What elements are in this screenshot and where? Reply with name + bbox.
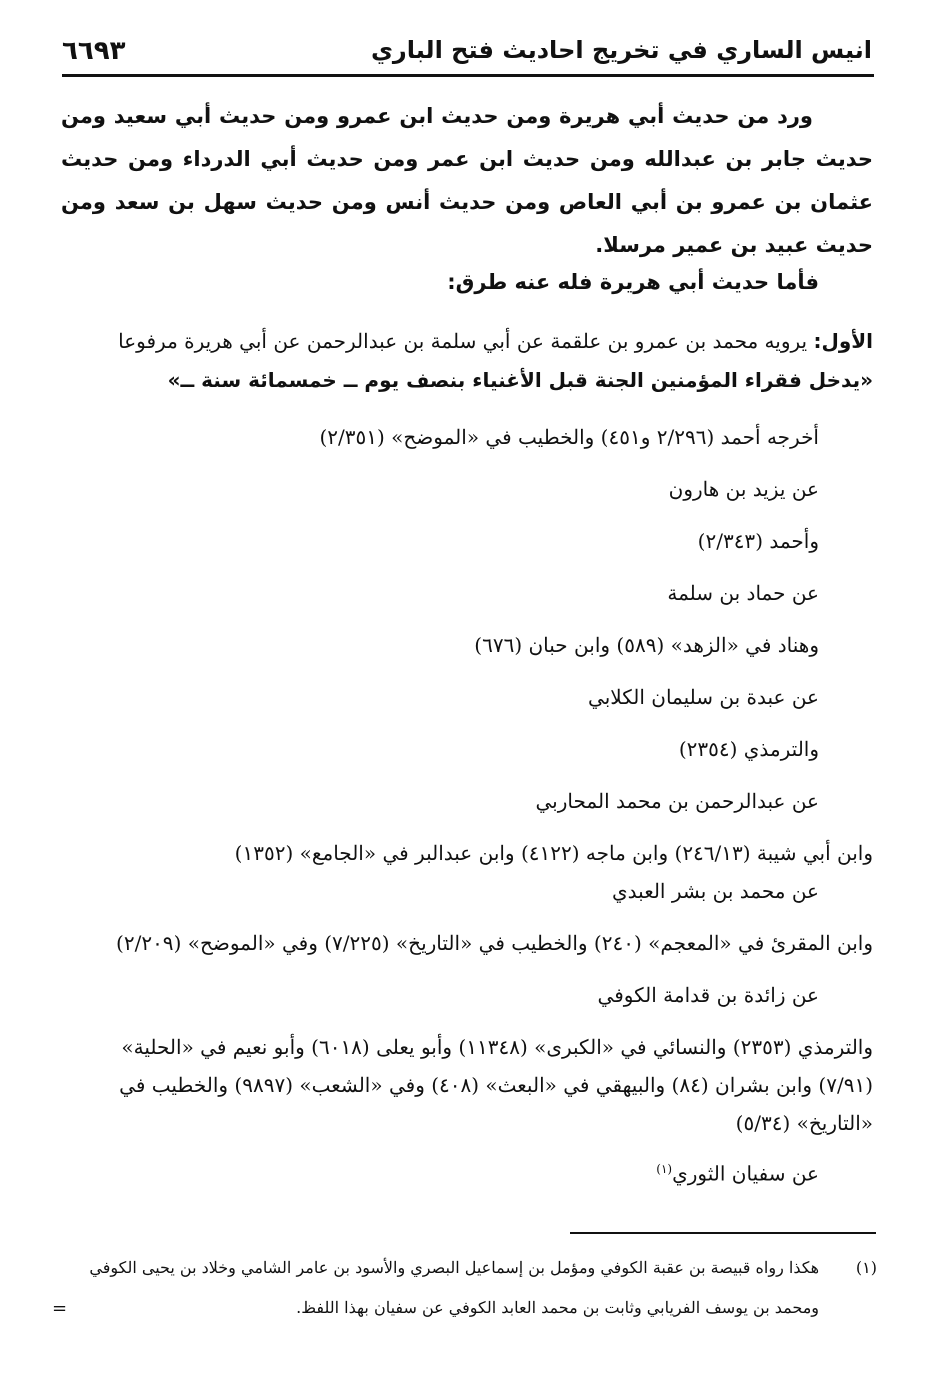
hadith-quote: «يدخل فقراء المؤمنين الجنة قبل الأغنياء بنصف يوم ــ خمسمائة سنة ــ» bbox=[167, 368, 873, 392]
takhrij-line: أخرجه أحمد (٢/٢٩٦ و٤٥١) والخطيب في «الموضح» (٢/٣٥١) bbox=[319, 425, 819, 449]
takhrij-line: عن يزيد بن هارون bbox=[668, 477, 819, 501]
takhrij-line: وابن المقرئ في «المعجم» (٢٤٠) والخطيب في «التاريخ» (٧/٢٢٥) وفي «الموضح» (٢/٢٠٩) bbox=[116, 931, 873, 955]
takhrij-line: عن عبدالرحمن بن محمد المحاربي bbox=[535, 789, 819, 813]
takhrij-line: وابن أبي شيبة (٢٤٦/١٣) وابن ماجه (٤١٢٢) وابن عبدالبر في «الجامع» (١٣٥٢) bbox=[234, 841, 873, 865]
header-rule bbox=[62, 74, 874, 77]
takhrij-line: عن محمد بن بشر العبدي bbox=[612, 879, 819, 903]
takhrij-line: عن عبدة بن سليمان الكلابي bbox=[588, 685, 819, 709]
footnote-rule bbox=[570, 1232, 876, 1234]
takhrij-line: وأحمد (٢/٣٤٣) bbox=[697, 529, 819, 553]
first-route-label: الأول: bbox=[813, 329, 873, 353]
takhrij-line: عن زائدة بن قدامة الكوفي bbox=[597, 983, 819, 1007]
footnote-text: هكذا رواه قبيصة بن عقبة الكوفي ومؤمل بن إسماعيل البصري والأسود بن عامر الشامي وخلاد بن يحيى الكوفي ومحمد بن يوسف الفريابي وثابت بن محمد العابد الكوفي عن سفيان بهذا اللفظ. bbox=[89, 1258, 819, 1317]
intro-paragraph bbox=[61, 95, 873, 267]
section-heading: فأما حديث أبي هريرة فله عنه طرق: bbox=[447, 270, 819, 294]
first-route-paragraph bbox=[61, 322, 873, 400]
takhrij-line: والترمذي (٢٣٥٤) bbox=[678, 737, 819, 761]
takhrij-line: عن حماد بن سلمة bbox=[667, 581, 819, 605]
book-title: انيس الساري في تخريج احاديث فتح الباري bbox=[370, 36, 872, 64]
takhrij-line bbox=[61, 1150, 819, 1202]
continuation-mark: = bbox=[52, 1298, 68, 1319]
takhrij-list bbox=[61, 418, 873, 1202]
running-header bbox=[62, 34, 872, 74]
takhrij-line: والترمذي (٢٣٥٣) والنسائي في «الكبرى» (١١٣٤٨) وأبو يعلى (٦٠١٨) وأبو نعيم في «الحلية» (٧/٩١) وابن بشران (٨٤) والبيهقي في «البعث» (٤٠٨) وفي «الشعب» (٩٨٩٧) والخطيب في «التاريخ» (٥/٣٤) bbox=[119, 1035, 873, 1135]
narrator-name: عن سفيان الثوري bbox=[672, 1161, 819, 1186]
takhrij-line: وهناد في «الزهد» (٥٨٩) وابن حبان (٦٧٦) bbox=[474, 633, 819, 657]
page-number: ٦٦٩٣ bbox=[62, 36, 126, 66]
intro-text: ورد من حديث أبي هريرة ومن حديث ابن عمرو ومن حديث أبي سعيد ومن حديث جابر بن عبدالله ومن حديث ابن عمر ومن حديث أبي الدرداء ومن حديث عثمان بن عمرو بن أبي العاص ومن حديث أنس ومن حديث سهل بن سعد ومن حديث عبيد بن عمير مرسلا. bbox=[61, 104, 873, 257]
footnote bbox=[65, 1248, 877, 1328]
footnote-reference[interactable]: (١) bbox=[656, 1162, 673, 1176]
first-route-text: يرويه محمد بن عمرو بن علقمة عن أبي سلمة بن عبدالرحمن عن أبي هريرة مرفوعا bbox=[118, 329, 808, 353]
footnote-number: (١) bbox=[855, 1258, 877, 1277]
